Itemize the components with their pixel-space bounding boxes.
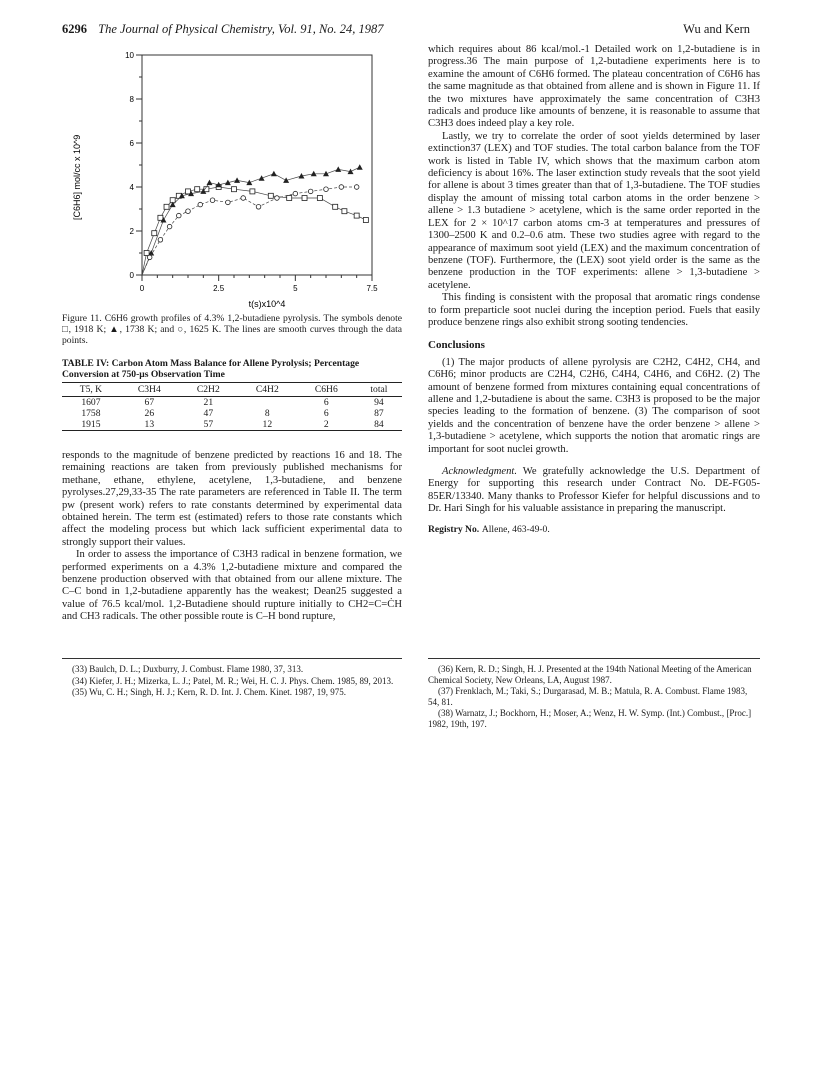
table-cell: 6 — [323, 408, 329, 419]
registry-line — [428, 524, 760, 536]
table-cell: 26 — [144, 408, 155, 419]
table-row — [62, 419, 402, 431]
data-point-circle — [158, 238, 163, 243]
table-cell: 47 — [203, 408, 214, 419]
paragraph: responds to the magnitude of benzene predicted by reactions 16 and 18. The remaining reactions are taken from previously published mechanisms for methane, ethane, ethylene, acetylene, 1,3-butadiene, and benzene pyrolyses.27,29,33-35 The rate parameters are referenced in Table II. The term pw (present work) refers to rate constants determined by experimental data obtained herein. The term est (estimated) refers to those rate constants which affect the modeling process but which lack sufficient experimental data to strongly support their values. — [62, 450, 402, 548]
table-row — [62, 397, 402, 409]
table-cell: 67 — [144, 397, 155, 408]
data-point-circle — [167, 224, 172, 229]
paragraph: This finding is consistent with the proposal that aromatic rings condense to form preparticle soot nuclei during the inception period. Fuels that easily produce benzene rings also exhibit strong sooting tendencies. — [428, 292, 760, 328]
y-tick-label: 4 — [129, 183, 134, 192]
table-cell: 13 — [120, 419, 179, 431]
table-cell — [238, 397, 297, 409]
x-axis-label: t(s)x10^4 — [248, 299, 286, 309]
conclusions-paragraph: (1) The major products of allene pyrolysis are C2H2, C4H2, CH4, and C6H6; minor products are C2H4, C2H6, C4H4, C4H6, and C6H2. (2) The amount of benzene formed from mixtures containing equal concentrations of allene and 1,2-butadiene is about the same. C3H3 is proposed to be the major species leading to the formation of benzene. (3) The comparison of soot yields and the concentration of benzene have the order benzene > allene > 1,3-butadiene > acetylene, which supports the notion that aromatic rings are important for soot nuclei growth. — [428, 356, 760, 455]
right-references — [428, 664, 760, 731]
data-point-square — [152, 231, 157, 236]
data-point-square — [342, 209, 347, 214]
y-tick-label: 8 — [129, 95, 134, 104]
data-point-triangle — [357, 164, 363, 170]
running-header — [62, 22, 384, 37]
table-title: TABLE IV: Carbon Atom Mass Balance for Allene Pyrolysis; Percentage Conversion at 750-μs Observation Time — [62, 358, 360, 381]
reference: (36) Kern, R. D.; Singh, H. J. Presented at the 194th National Meeting of the American Chemical Society, New Orleans, LA, August 1987. — [428, 664, 752, 685]
table-header-row — [62, 383, 402, 397]
table-cell: 87 — [374, 408, 384, 419]
reference: (35) Wu, C. H.; Singh, H. J.; Kern, R. D. Int. J. Chem. Kinet. 1987, 19, 975. — [72, 687, 346, 698]
paragraph: which requires about 86 kcal/mol.-1 Detailed work on 1,2-butadiene is in progress.36 The main purpose of 1,2-butadiene experiments here is to examine the amount of C6H6 formed. The plateau concentration of C6H6 has the same magnitude as that obtained from allene and is shown in Figure 11. If the two mixtures have approximately the same concentration of C3H3 radicals and produce like amounts of benzene, it is reasonable to assume that C3H3 does indeed play a key role. — [428, 44, 760, 130]
y-tick-label: 6 — [129, 139, 134, 148]
data-point-square — [164, 204, 169, 209]
right-column-body — [428, 44, 760, 536]
registry-label: Registry No. — [428, 523, 480, 535]
data-point-square — [195, 187, 200, 192]
x-tick-label: 0 — [139, 284, 145, 293]
footnote-rule — [62, 658, 402, 659]
table-header: C2H2 — [179, 383, 238, 397]
data-point-circle — [241, 196, 246, 201]
table-row — [62, 408, 402, 419]
data-point-circle — [186, 209, 191, 214]
data-point-circle — [324, 187, 329, 192]
data-point-square — [287, 196, 292, 201]
conclusions-heading: Conclusions — [428, 339, 485, 352]
data-point-square — [354, 213, 359, 218]
reference: (33) Baulch, D. L.; Duxburry, J. Combust. Flame 1980, 37, 313. — [72, 664, 304, 674]
table-header: C6H6 — [297, 383, 356, 397]
figure-11-chart — [62, 45, 412, 310]
data-point-triangle — [259, 175, 265, 181]
data-point-square — [317, 196, 322, 201]
table-cell: 57 — [179, 419, 238, 431]
table-header: total — [356, 383, 402, 397]
table-cell: 6 — [323, 397, 329, 408]
data-point-square — [144, 251, 149, 256]
data-point-square — [333, 204, 338, 209]
acknowledgment-paragraph — [428, 466, 760, 516]
data-point-circle — [177, 213, 182, 218]
table-cell: 21 — [203, 397, 214, 408]
y-tick-label: 0 — [129, 271, 134, 280]
reference: (34) Kiefer, J. H.; Mizerka, L. J.; Patel, M. R.; Wei, H. C. J. Phys. Chem. 1985, 89, 2013. — [72, 675, 394, 686]
acknowledgment-label: Acknowledgment. — [442, 466, 518, 477]
table-cell: 1607 — [81, 397, 101, 408]
table-cell: 1915 — [62, 419, 120, 431]
y-tick-label: 10 — [125, 51, 134, 60]
data-point-circle — [147, 255, 152, 260]
acknowledgment-text: We gratefully acknowledge the U.S. Department of Energy for supporting this research under Contract No. DE-FG05-85ER/13340. Many thanks to Professor Kiefer for helpful discussions and to Dr. Hari Singh for his valuable assistance in preparing the manuscript. — [428, 466, 760, 515]
data-point-triangle — [234, 177, 240, 183]
data-point-square — [363, 218, 368, 223]
page-number: 6296 — [62, 22, 87, 36]
plot-frame — [142, 55, 372, 275]
table-cell: 1758 — [81, 408, 101, 419]
data-point-triangle — [206, 180, 212, 186]
x-tick-label: 5 — [293, 284, 298, 293]
left-column-body — [62, 450, 402, 624]
x-tick-label: 7.5 — [366, 284, 378, 293]
data-point-square — [232, 187, 237, 192]
data-point-square — [250, 189, 255, 194]
x-tick-label: 2.5 — [213, 284, 225, 293]
left-references — [62, 664, 402, 699]
figure-caption-text: Figure 11. C6H6 growth profiles of 4.3% 1,2-butadiene pyrolysis. The symbols denote □, 1918 K; ▲, 1738 K; and ○, 1625 K. The lines are smooth curves through the data points. — [62, 313, 402, 347]
series-curve-square — [142, 187, 366, 275]
data-point-circle — [293, 191, 298, 196]
y-tick-label: 2 — [129, 227, 134, 236]
paragraph: Lastly, we try to correlate the order of soot yields determined by laser extinction37 (LEX) and TOF studies. The total carbon balance from the TOF work is listed in Table IV, which shows that the maximum carbon atom deficiency is about 16%. The laser extinction study reveals that the soot yield for allene is about 3 times greater than that of 1,3-butadiene. The TOF studies display the amount of missing total carbon atoms in the order benzene > allene > 1.3 butadiene > acetylene, which is the same order reported in the LEX for 2 × 10^17 carbon atoms cm-3 at temperatures and pressures of 1300–2500 K and 0.2–0.6 atm. These two studies agree with regard to the appearance of maximum soot yield (LEX) and the maximum concentration of benzene (TOF). Furthermore, the (LEX) soot yield order is the same as the benzene production in the TOF experiments: allene > 1,3-butadiene > acetylene. — [428, 130, 760, 291]
data-point-circle — [226, 200, 231, 205]
data-point-square — [302, 196, 307, 201]
table-cell: 12 — [238, 419, 297, 431]
table-cell: 94 — [374, 397, 384, 408]
data-point-circle — [256, 205, 261, 210]
table-cell: 2 — [297, 419, 356, 431]
header-authors: Wu and Kern — [683, 22, 750, 36]
data-point-triangle — [335, 166, 341, 172]
registry-text: Allene, 463-49-0. — [481, 523, 550, 535]
data-point-circle — [354, 185, 359, 190]
table-cell: 84 — [356, 419, 402, 431]
data-point-circle — [198, 202, 203, 207]
y-axis-label: [C6H6] mol/cc x 10^9 — [72, 134, 82, 220]
data-point-square — [268, 193, 273, 198]
data-point-circle — [275, 196, 280, 201]
table-header: C4H2 — [238, 383, 297, 397]
data-point-triangle — [271, 171, 277, 177]
mass-balance-table — [62, 382, 402, 431]
footnote-rule-right — [428, 658, 760, 659]
table-header: C3H4 — [120, 383, 179, 397]
table-cell: 8 — [264, 408, 270, 419]
paragraph: In order to assess the importance of C3H3 radical in benzene formation, we performed experiments on a 4.3% 1,2-butadiene mixture and compared the benzene production observed with that obtained from our allene mixture. The C–C bond in 1,2-butadiene apparently has the weakest; Dean25 suggested a value of 76.5 kcal/mol. 1,2-Butadiene should rupture initially to CH2=C=ĊH and CH3 radicals. The other possible route is C–H bond rupture, — [62, 549, 402, 623]
figure-caption — [62, 313, 402, 347]
reference: (37) Frenklach, M.; Taki, S.; Durgarasad, M. B.; Matula, R. A. Combust. Flame 1983, 54, 81. — [428, 686, 748, 707]
table-header: T5, K — [62, 383, 120, 397]
data-point-circle — [308, 189, 313, 194]
data-point-circle — [339, 185, 344, 190]
journal-title: The Journal of Physical Chemistry, Vol. 91, No. 24, 1987 — [98, 22, 384, 36]
reference: (38) Warnatz, J.; Bockhorn, H.; Moser, A.; Wenz, H. W. Symp. (Int.) Combust., [Proc.] 1982, 19th, 197. — [428, 708, 752, 729]
data-point-circle — [210, 198, 215, 203]
